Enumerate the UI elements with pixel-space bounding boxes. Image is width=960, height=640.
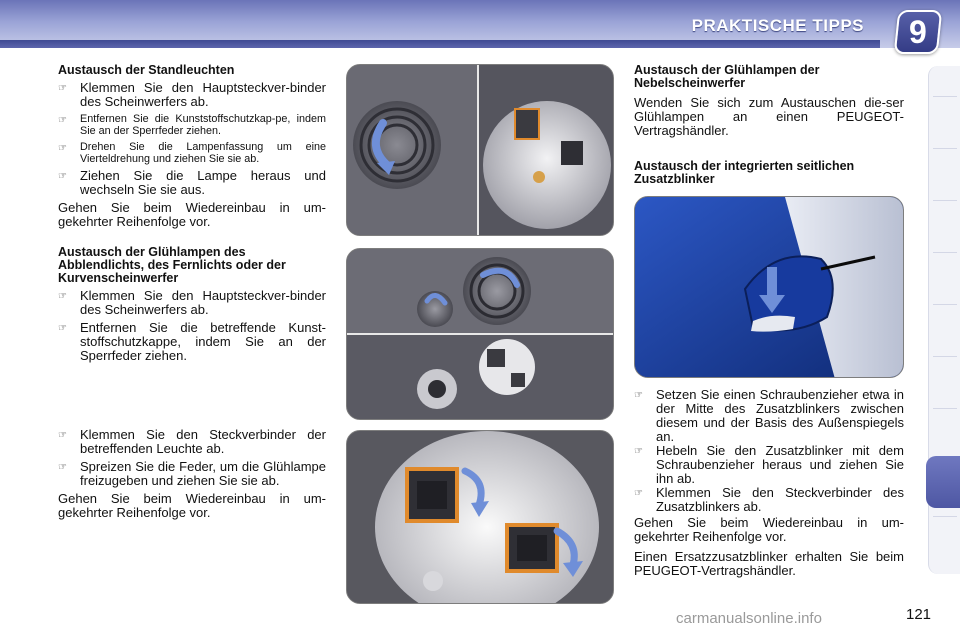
pointing-hand-icon: ☞	[634, 390, 643, 401]
pointing-hand-icon: ☞	[58, 171, 67, 182]
body-text: Wenden Sie sich zum Austauschen die-ser Glühlampen an einen PEUGEOT-Vertragshändler.	[634, 95, 904, 138]
bullet-item	[634, 486, 904, 514]
side-tab-divider	[933, 200, 957, 201]
right-column-section-2	[634, 388, 904, 578]
closing-text: Gehen Sie beim Wiedereinbau in um-gekehrter Reihenfolge vor.	[58, 200, 326, 229]
side-tab-active-chapter[interactable]	[926, 456, 960, 508]
closing-text: Gehen Sie beim Wiedereinbau in um-gekehrter Reihenfolge vor.	[58, 491, 326, 520]
side-tab-divider	[933, 304, 957, 305]
pointing-hand-icon: ☞	[58, 115, 67, 126]
pointing-hand-icon: ☞	[634, 488, 643, 499]
right-column-section-1	[634, 64, 904, 138]
heading-zusatzblinker: Austausch der integrierten seitlichen Zusatzblinker	[634, 159, 855, 186]
bullet-item	[634, 444, 904, 486]
bullet-text: Entfernen Sie die Kunststoffschutzkap-pe, indem Sie an der Sperrfeder ziehen.	[80, 113, 326, 137]
bullet-item	[58, 460, 326, 488]
bullet-text: Hebeln Sie den Zusatzblinker mit dem Schraubenzieher heraus und ziehen Sie ihn ab.	[656, 443, 904, 486]
bullet-item	[634, 388, 904, 444]
closing-text: Gehen Sie beim Wiedereinbau in um-gekehrter Reihenfolge vor.	[634, 515, 904, 544]
side-tab-divider	[933, 408, 957, 409]
pointing-hand-icon: ☞	[58, 323, 67, 334]
watermark: carmanualsonline.info	[676, 610, 822, 627]
headlamp-rear-illustration	[347, 65, 614, 236]
bullet-item	[58, 141, 326, 165]
pointing-hand-icon: ☞	[58, 430, 67, 441]
bullet-text: Drehen Sie die Lampenfassung um eine Vierteldrehung und ziehen Sie sie ab.	[80, 141, 326, 165]
left-column-section-3	[58, 428, 326, 520]
heading-abblendlicht: Austausch der Glühlampen des Abblendlichts, des Fernlichts oder der Kurvenscheinwerfer	[58, 245, 286, 285]
pointing-hand-icon: ☞	[58, 83, 67, 94]
bullet-text: Spreizen Sie die Feder, um die Glühlampe freizugeben und ziehen Sie sie ab.	[80, 459, 326, 488]
side-tab-divider	[933, 252, 957, 253]
bulb-spring-illustration	[347, 431, 614, 604]
chapter-number: 9	[909, 14, 927, 50]
pointing-hand-icon: ☞	[634, 446, 643, 457]
page-number: 121	[906, 606, 932, 623]
bullet-item	[58, 321, 326, 363]
heading-nebelscheinwerfer: Austausch der Glühlampen der Nebelscheinwerfer	[634, 63, 820, 90]
pointing-hand-icon: ☞	[58, 143, 67, 154]
side-tab-divider	[933, 356, 957, 357]
closing-text-2: Einen Ersatzzusatzblinker erhalten Sie beim PEUGEOT-Vertragshändler.	[634, 549, 904, 578]
bullet-text: Setzen Sie einen Schraubenzieher etwa in der Mitte des Zusatzblinkers zwischen diesem und der Basis des Außenspiegels an.	[656, 387, 904, 444]
page-title: PRAKTISCHE TIPPS	[691, 16, 864, 35]
heading-standleuchten: Austausch der Standleuchten	[58, 63, 235, 77]
pointing-hand-icon: ☞	[58, 462, 67, 473]
photo-abblendlicht	[346, 248, 614, 420]
left-column-section-1	[58, 64, 326, 229]
header-stripe	[0, 40, 880, 48]
bullet-text: Klemmen Sie den Hauptsteckver-binder des Scheinwerfers ab.	[80, 80, 326, 109]
pointing-hand-icon: ☞	[58, 291, 67, 302]
photo-standleuchte	[346, 64, 614, 236]
side-mirror-illustration	[635, 197, 904, 378]
left-column-section-2	[58, 246, 326, 363]
headlamp-caps-illustration	[347, 249, 614, 420]
bullet-text: Klemmen Sie den Steckverbinder der betreffenden Leuchte ab.	[80, 427, 326, 456]
bullet-item	[58, 113, 326, 137]
side-tab-divider	[933, 516, 957, 517]
bullet-item	[58, 81, 326, 109]
bullet-text: Ziehen Sie die Lampe heraus und wechseln Sie sie aus.	[80, 168, 326, 197]
bullet-item	[58, 289, 326, 317]
photo-zusatzblinker	[634, 196, 904, 378]
chapter-badge	[894, 10, 943, 54]
side-tab-divider	[933, 148, 957, 149]
page-header	[0, 0, 960, 48]
bullet-item	[58, 169, 326, 197]
photo-gluehlampe-feder	[346, 430, 614, 604]
bullet-text: Klemmen Sie den Hauptsteckver-binder des Scheinwerfers ab.	[80, 288, 326, 317]
bullet-text: Klemmen Sie den Steckverbinder des Zusatzblinkers ab.	[656, 485, 904, 514]
bullet-item	[58, 428, 326, 456]
side-tab-divider	[933, 96, 957, 97]
bullet-text: Entfernen Sie die betreffende Kunst-stoffschutzkappe, indem Sie an der Sperrfeder ziehen.	[80, 320, 326, 363]
right-column-section-2-heading	[634, 160, 904, 186]
